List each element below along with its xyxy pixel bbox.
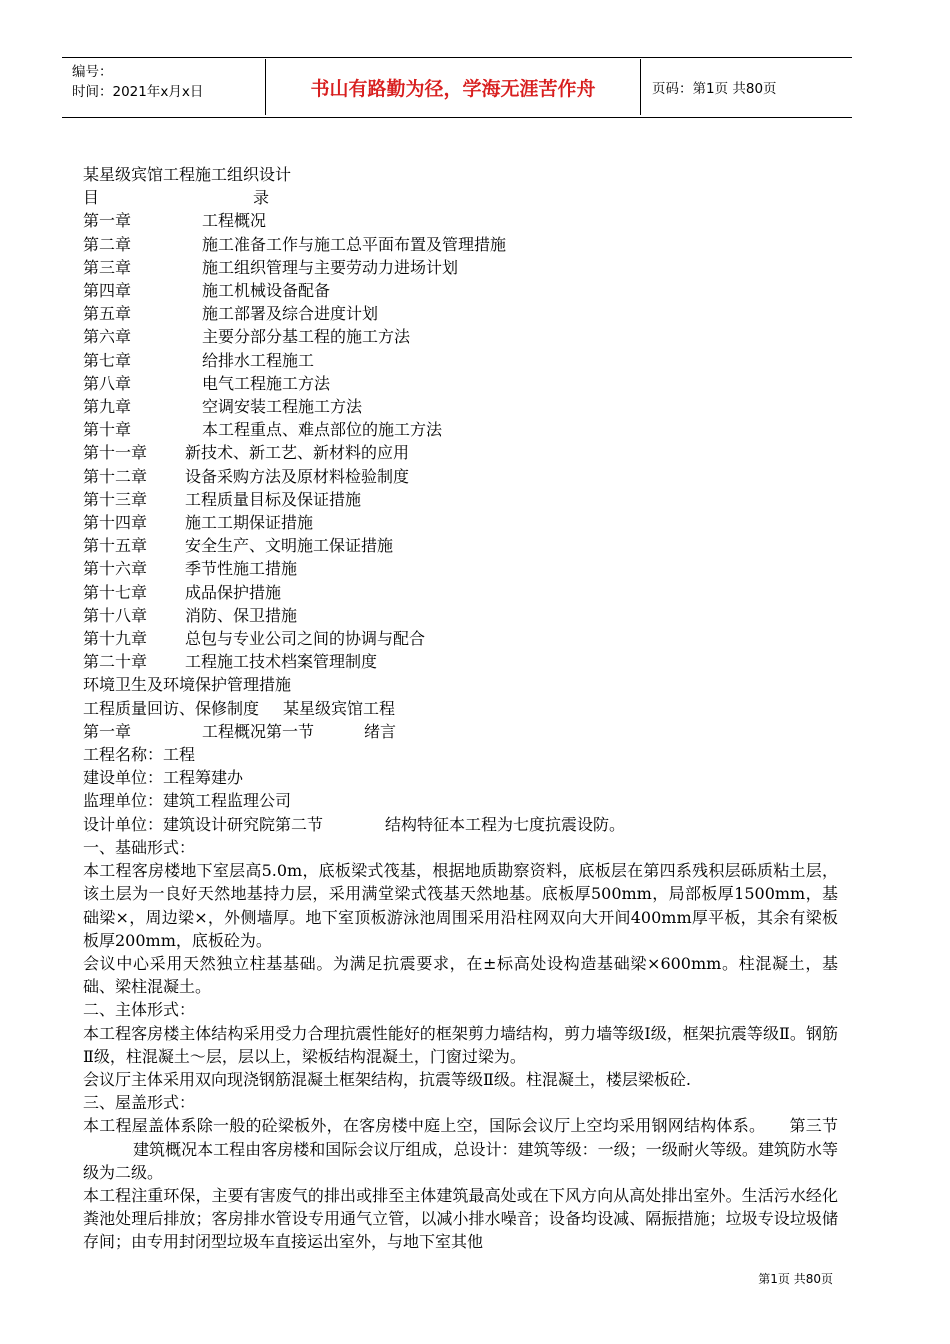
toc-chapter-number: 第十六章 xyxy=(83,559,148,579)
toc-chapter-title: 空调安装工程施工方法 xyxy=(202,397,363,417)
text-segment: 设计单位：建筑设计研究院第二节 xyxy=(83,814,324,834)
toc-item xyxy=(83,557,843,580)
project-name: 工程名称：工程 xyxy=(83,745,196,765)
toc-item xyxy=(83,465,843,488)
text-segment: 本工程屋盖体系除一般的砼梁板外，在客房楼中庭上空，国际会议厅上空均采用钢网结构体系。 xyxy=(83,1116,766,1136)
toc-item xyxy=(83,604,843,627)
toc-chapter-number: 第十九章 xyxy=(83,629,148,649)
text-segment: 某星级宾馆工程 xyxy=(283,698,396,718)
header-bottom-rule xyxy=(62,117,852,118)
toc-chapter-title: 季节性施工措施 xyxy=(185,559,298,579)
text-segment: 工程质量回访、保修制度 xyxy=(83,698,260,718)
header-left-cell xyxy=(72,62,262,102)
toc-chapter-title: 施工组织管理与主要劳动力进场计划 xyxy=(202,257,459,277)
toc-chapter-title: 电气工程施工方法 xyxy=(202,373,331,393)
toc-heading-part: 目 xyxy=(83,188,100,208)
toc-chapter-title: 施工部署及综合进度计划 xyxy=(202,304,379,324)
toc-chapter-number: 第十三章 xyxy=(83,489,148,509)
toc-chapter-title: 工程施工技术档案管理制度 xyxy=(185,652,378,672)
toc-item xyxy=(83,418,843,441)
toc-list xyxy=(83,441,843,673)
paragraph: 会议厅主体采用双向现浇钢筋混凝土框架结构，抗震等级Ⅱ级。柱混凝土，楼层梁板砼. xyxy=(83,1069,691,1089)
toc-item xyxy=(83,209,843,232)
toc-chapter-number: 第十五章 xyxy=(83,536,148,556)
header-page-info: 页码：第1页 共80页 xyxy=(652,81,777,97)
designer-line xyxy=(83,813,843,836)
toc-item xyxy=(83,488,843,511)
toc-chapter-title: 工程概况 xyxy=(202,211,267,231)
toc-chapter-number: 第十一章 xyxy=(83,443,148,463)
page-header xyxy=(62,57,852,119)
toc-item xyxy=(83,302,843,325)
toc-chapter-title: 设备采购方法及原材料检验制度 xyxy=(185,466,410,486)
document-body xyxy=(83,163,843,1254)
section-title: 二、主体形式： xyxy=(83,1000,196,1020)
toc-chapter-title: 总包与专业公司之间的协调与配合 xyxy=(185,629,426,649)
paragraph xyxy=(83,1114,838,1184)
toc-chapter-number: 第十四章 xyxy=(83,513,148,533)
toc-list xyxy=(83,209,843,441)
toc-line xyxy=(83,697,843,720)
toc-chapter-title: 给排水工程施工 xyxy=(202,350,315,370)
toc-chapter-number: 第十八章 xyxy=(83,605,148,625)
time-label: 时间：2021年x月x日 xyxy=(72,84,204,100)
toc-chapter-number: 第一章 xyxy=(83,211,132,231)
paragraph: 本工程注重环保，主要有害废气的排出或排至主体建筑最高处或在下风方向从高处排出室外。生活污水经化粪池处理后排放；客房排水管设专用通气立管，以减小排水噪音；设备均设减、隔振措施；垃圾专设垃圾储存间；由专用封闭型垃圾车直接运出室外，与地下室其他 xyxy=(83,1185,838,1252)
toc-chapter-title: 安全生产、文明施工保证措施 xyxy=(185,536,394,556)
toc-chapter-title: 成品保护措施 xyxy=(185,582,282,602)
paragraph: 本工程客房楼地下室层高5.0m，底板梁式筏基，根据地质勘察资料，底板层在第四系残积层砾质粘土层，该土层为一良好天然地基持力层，采用满堂梁式筏基天然地基。底板厚500mm，局部板厚1500mm，基础梁×，周边梁×，外侧墙厚。地下室顶板游泳池周围采用沿柱网双向大开间400mm厚平板，其余有梁板板厚200mm，底板砼为。 xyxy=(83,861,838,950)
toc-chapter-title: 新技术、新工艺、新材料的应用 xyxy=(185,443,410,463)
toc-chapter-title: 主要分部分基工程的施工方法 xyxy=(202,327,411,347)
paragraph: 本工程客房楼主体结构采用受力合理抗震性能好的框架剪力墙结构，剪力墙等级Ⅰ级，框架抗震等级Ⅱ。钢筋Ⅱ级，柱混凝土～层，层以上，梁板结构混凝土，门窗过梁为。 xyxy=(83,1023,838,1066)
toc-chapter-number: 第四章 xyxy=(83,281,132,301)
toc-item xyxy=(83,395,843,418)
number-label: 编号： xyxy=(72,64,113,80)
toc-chapter-number: 第三章 xyxy=(83,257,132,277)
toc-chapter-number: 第十七章 xyxy=(83,582,148,602)
toc-chapter-title: 工程质量目标及保证措施 xyxy=(185,489,362,509)
toc-item xyxy=(83,349,843,372)
text-segment: 第一章 xyxy=(83,721,132,741)
toc-item xyxy=(83,441,843,464)
toc-line: 环境卫生及环境保护管理措施 xyxy=(83,675,292,695)
section-title: 三、屋盖形式： xyxy=(83,1093,196,1113)
header-divider xyxy=(640,59,641,115)
paragraph: 会议中心采用天然独立柱基基础。为满足抗震要求，在±标高处设构造基础梁×600mm。柱混凝土，基础、梁柱混凝土。 xyxy=(83,953,838,997)
text-segment: 第三节 xyxy=(789,1116,838,1136)
section-title: 一、基础形式： xyxy=(83,837,196,857)
chapter-heading xyxy=(83,720,843,743)
toc-item xyxy=(83,325,843,348)
toc-heading xyxy=(83,186,843,209)
toc-item xyxy=(83,256,843,279)
supervisor-line: 监理单位：建筑工程监理公司 xyxy=(83,791,292,811)
toc-chapter-title: 消防、保卫措施 xyxy=(185,605,298,625)
toc-chapter-number: 第五章 xyxy=(83,304,132,324)
toc-item xyxy=(83,233,843,256)
toc-item xyxy=(83,650,843,673)
toc-item xyxy=(83,534,843,557)
toc-item xyxy=(83,581,843,604)
toc-item xyxy=(83,627,843,650)
text-segment: 建筑概况本工程由客房楼和国际会议厅组成，总设计：建筑等级：一级；一级耐火等级。建筑防水等级为二级。 xyxy=(83,1139,838,1182)
toc-heading-part: 录 xyxy=(253,188,270,208)
toc-chapter-number: 第六章 xyxy=(83,327,132,347)
toc-chapter-number: 第八章 xyxy=(83,373,132,393)
toc-item xyxy=(83,279,843,302)
toc-chapter-number: 第七章 xyxy=(83,350,132,370)
toc-chapter-title: 本工程重点、难点部位的施工方法 xyxy=(202,420,443,440)
builder-line: 建设单位：工程筹建办 xyxy=(83,768,244,788)
toc-chapter-title: 施工工期保证措施 xyxy=(185,513,314,533)
toc-chapter-number: 第二十章 xyxy=(83,652,148,672)
toc-item xyxy=(83,372,843,395)
toc-chapter-title: 施工准备工作与施工总平面布置及管理措施 xyxy=(202,234,507,254)
toc-chapter-number: 第十二章 xyxy=(83,466,148,486)
toc-chapter-number: 第二章 xyxy=(83,234,132,254)
text-segment: 绪言 xyxy=(364,721,397,741)
page-footer: 第1页 共80页 xyxy=(758,1272,833,1286)
header-motto: 书山有路勤为径，学海无涯苦作舟 xyxy=(310,77,596,100)
toc-chapter-number: 第十章 xyxy=(83,420,132,440)
toc-chapter-number: 第九章 xyxy=(83,397,132,417)
toc-item xyxy=(83,511,843,534)
toc-chapter-title: 施工机械设备配备 xyxy=(202,281,331,301)
text-segment: 工程概况第一节 xyxy=(202,721,315,741)
text-segment: 结构特征本工程为七度抗震设防。 xyxy=(385,814,626,834)
document-title: 某星级宾馆工程施工组织设计 xyxy=(83,165,292,184)
